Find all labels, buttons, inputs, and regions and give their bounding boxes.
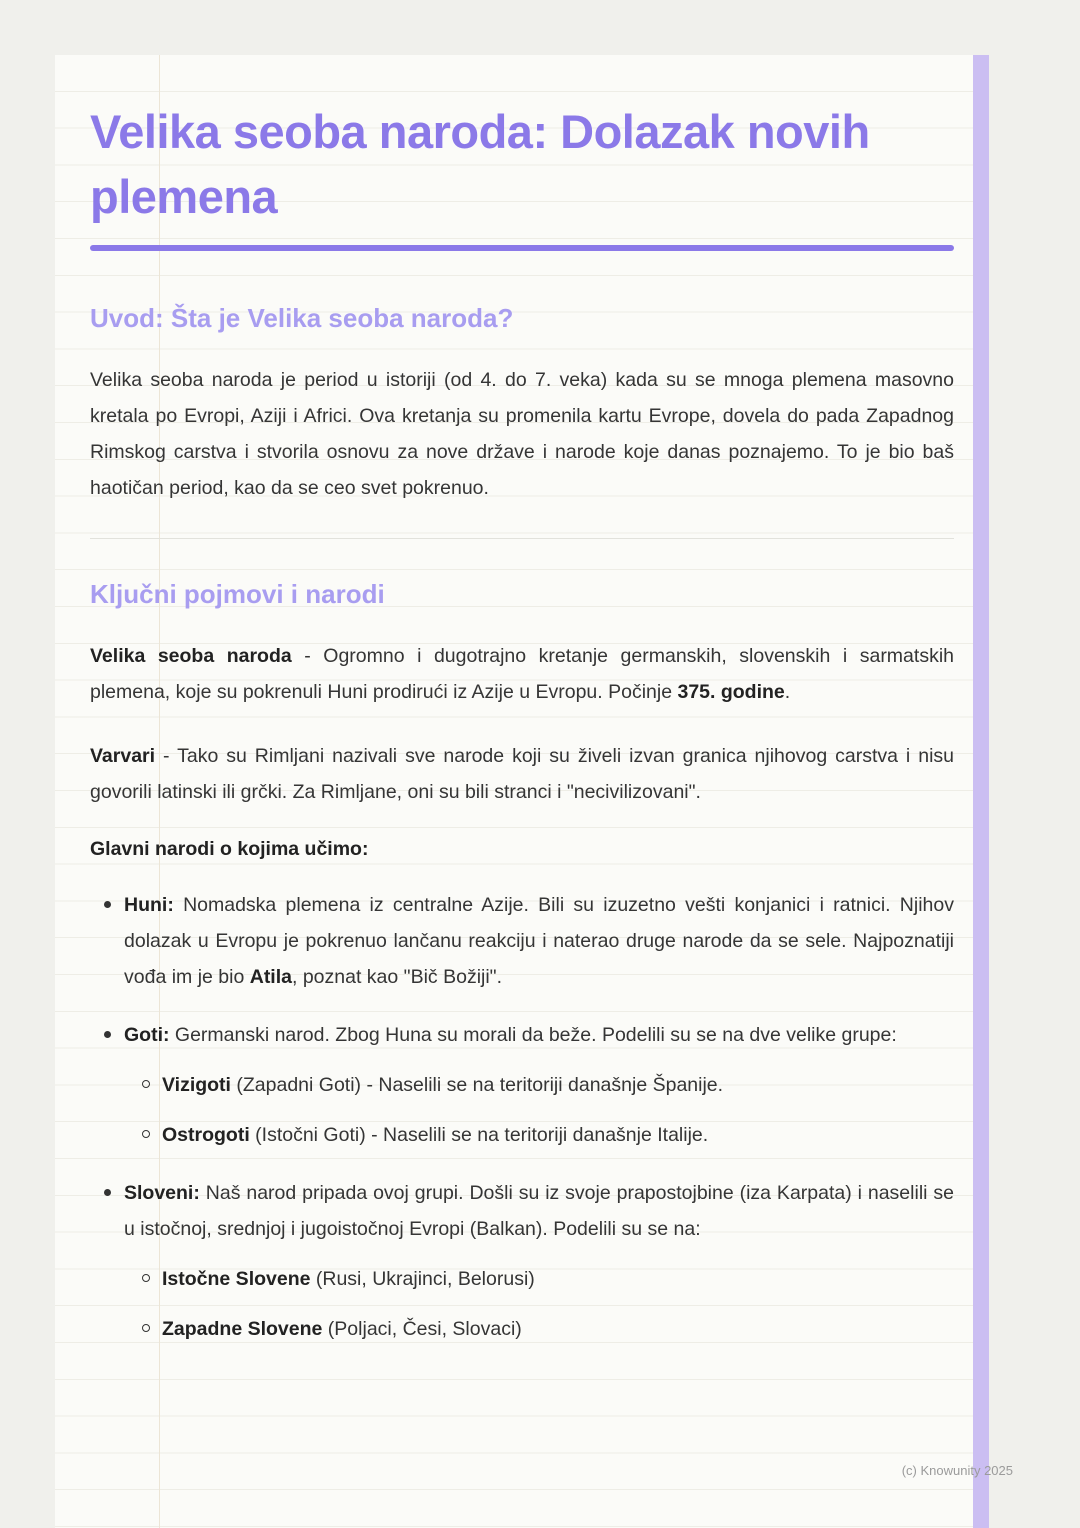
paragraph-text: .: [784, 681, 791, 703]
term-godina: 375. godine: [677, 681, 785, 703]
list-heading: Glavni narodi o kojima učimo:: [90, 838, 369, 860]
paragraph-text: Naš narod pripada ovoj grupi. Došli su iz svoje prapostojbine (iza Karpata) i naselili se u istočnoj, srednjoj i jugoistočnoj Evropi (Balkan). Podelili su se na:: [124, 1182, 954, 1240]
bullet-circle-icon: [142, 1080, 150, 1088]
sublist-item-text: [162, 1311, 954, 1347]
sublist-item-istocni-sloveni: [124, 1261, 954, 1297]
term-zapadne-slovene: Zapadne Slovene: [162, 1318, 323, 1340]
paragraph-text: - Tako su Rimljani nazivali sve narode koji su živeli izvan granica njihovog carstva i nisu govorili latinski ili grčki. Za Rimljane, oni su bili stranci i "necivilizovani".: [90, 745, 954, 803]
bullet-circle-icon: [142, 1324, 150, 1332]
title-underline-rule: [90, 245, 954, 251]
paragraph-text: (Istočni Goti) - Naselili se na teritoriji današnje Italije.: [249, 1124, 709, 1146]
right-accent-stripe: [973, 55, 989, 1528]
sublist-item-vizigoti: [124, 1067, 954, 1103]
footer-credit: (c) Knowunity 2025: [901, 1463, 1013, 1478]
sublist-item-ostrogoti: [124, 1117, 954, 1153]
term-varvari: Varvari: [90, 745, 156, 767]
page-title: Velika seoba naroda: Dolazak novih plemena: [90, 105, 870, 223]
paragraph-text: (Rusi, Ukrajinci, Belorusi): [310, 1268, 535, 1290]
sublist-item-text: [162, 1117, 954, 1153]
paragraph-varvari: [90, 738, 954, 810]
paragraph-text: (Zapadni Goti) - Naselili se na teritoriji današnje Španije.: [230, 1074, 724, 1096]
bullet-dot-icon: [104, 1031, 111, 1038]
bullet-dot-icon: [104, 901, 111, 908]
list-item-text: [124, 887, 954, 995]
paragraph-text: Germanski narod. Zbog Huna su morali da beže. Podelili su se na dve velike grupe:: [169, 1024, 897, 1046]
paragraph-text: Nomadska plemena iz centralne Azije. Bili su izuzetno vešti konjanici i ratnici. Njihov dolazak u Evropu je pokrenuo lančanu reakciju i naterao druge narode da se sele. Najpoznatiji vođa im je bio: [124, 894, 954, 988]
intro-paragraph: Velika seoba naroda je period u istoriji (od 4. do 7. veka) kada su se mnoga plemena masovno kretala po Evropi, Aziji i Africi. Ova kretanja su promenila kartu Evrope, dovela do pada Zapadnog Rimskog carstva i stvorila osnovu za nove države i narode koje danas poznajemo. To je bio baš haotičan period, kao da se ceo svet pokrenuo.: [90, 369, 954, 499]
list-item-sloveni: [90, 1175, 954, 1347]
sublist-item-text: [162, 1261, 954, 1297]
term-ostrogoti: Ostrogoti: [162, 1124, 250, 1146]
section-heading-uvod: Uvod: Šta je Velika seoba naroda?: [90, 303, 514, 333]
section-heading-kljucni: Ključni pojmovi i narodi: [90, 579, 385, 609]
bullet-dot-icon: [104, 1189, 111, 1196]
list-item-text: [124, 1175, 954, 1347]
document-content: [55, 55, 989, 1347]
list-item-text: [124, 1017, 954, 1153]
list-item-huni: [90, 887, 954, 995]
paragraph-text: (Poljaci, Česi, Slovaci): [322, 1318, 522, 1340]
term-vizigoti: Vizigoti: [162, 1074, 231, 1096]
term-goti: Goti:: [124, 1024, 170, 1046]
bullet-circle-icon: [142, 1130, 150, 1138]
term-sloveni: Sloveni:: [124, 1182, 200, 1204]
paragraph-text: - Ogromno i dugotrajno kretanje germanskih, slovenskih i sarmatskih plemena, koje su pokrenuli Huni prodirući iz Azije u Evropu. Počinje: [90, 645, 954, 703]
term-huni: Huni:: [124, 894, 174, 916]
term-atila: Atila: [249, 966, 292, 988]
term-velika-seoba: Velika seoba naroda: [90, 645, 292, 667]
paragraph-velika-seoba: [90, 638, 954, 710]
sublist-item-zapadni-sloveni: [124, 1311, 954, 1347]
term-istocne-slovene: Istočne Slovene: [162, 1268, 311, 1290]
document-paper: [55, 55, 989, 1528]
section-divider: [90, 538, 954, 539]
sublist-item-text: [162, 1067, 954, 1103]
peoples-list: [90, 887, 954, 1347]
list-item-goti: [90, 1017, 954, 1153]
bullet-circle-icon: [142, 1274, 150, 1282]
paragraph-text: , poznat kao "Bič Božiji".: [292, 966, 503, 988]
